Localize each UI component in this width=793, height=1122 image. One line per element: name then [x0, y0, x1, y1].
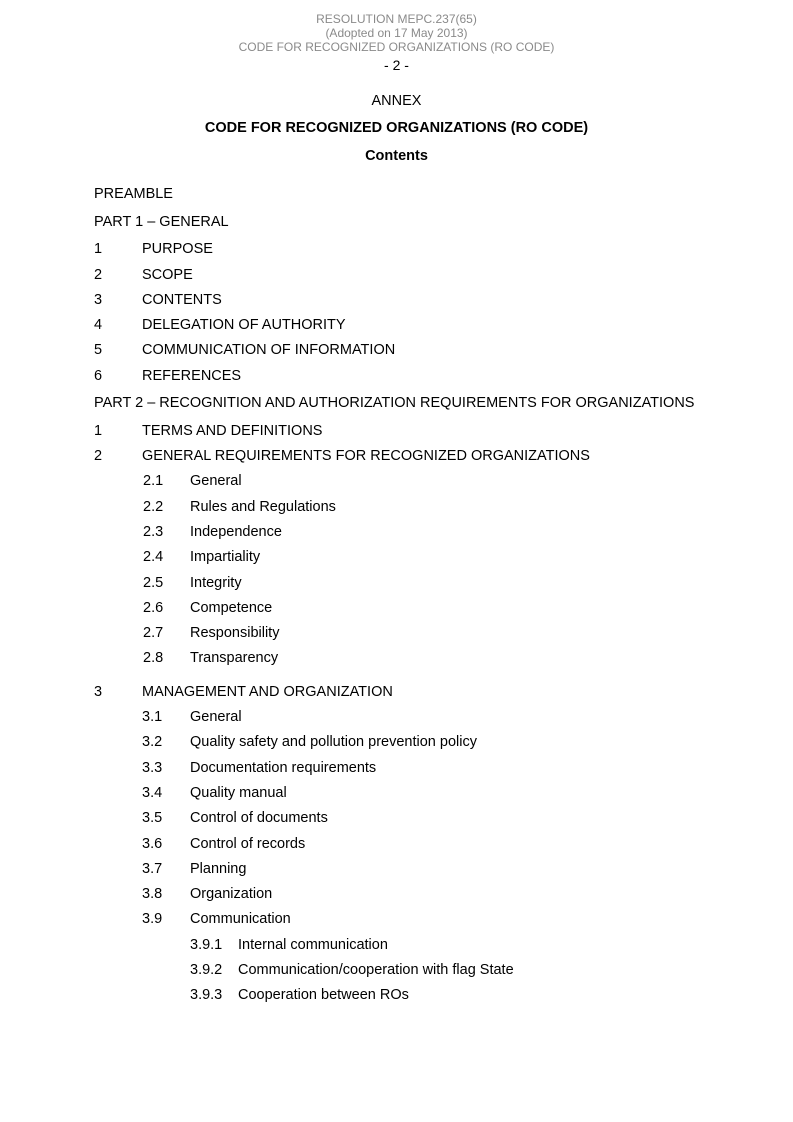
toc-subentry-label: General	[190, 473, 242, 489]
toc-subentry-number: 3.1	[142, 709, 163, 725]
toc-subsubentry-label: Internal communication	[238, 937, 388, 953]
toc-entry-label: TERMS AND DEFINITIONS	[142, 423, 323, 439]
toc-entry-number: 1	[94, 423, 103, 439]
toc-entry-number: 4	[94, 317, 103, 333]
toc-entry-number: 2	[94, 448, 103, 464]
code-header: CODE FOR RECOGNIZED ORGANIZATIONS (RO CODE)	[238, 40, 555, 54]
preamble-entry: PREAMBLE	[94, 186, 173, 202]
toc-subentry-number: 3.6	[142, 836, 163, 852]
toc-subentry-number: 3.4	[142, 785, 163, 801]
toc-subentry-number: 2.6	[143, 600, 164, 616]
toc-subentry-label: Integrity	[190, 575, 242, 591]
toc-entry-number: 1	[94, 241, 103, 257]
adoption-date: (Adopted on 17 May 2013)	[325, 26, 468, 40]
toc-entry-label: MANAGEMENT AND ORGANIZATION	[142, 684, 393, 700]
toc-subentry-label: Impartiality	[190, 549, 261, 565]
part1-title: PART 1 – GENERAL	[94, 214, 229, 230]
toc-subentry-label: Planning	[190, 861, 247, 877]
toc-entry-label: PURPOSE	[142, 241, 213, 257]
toc-entry-number: 3	[94, 292, 103, 308]
toc-subentry-label: Quality safety and pollution prevention policy	[190, 734, 477, 750]
resolution-header: RESOLUTION MEPC.237(65)	[316, 12, 477, 26]
toc-subentry-number: 3.7	[142, 861, 163, 877]
toc-subentry-label: Control of documents	[190, 810, 328, 826]
toc-entry-number: 6	[94, 368, 103, 384]
toc-subentry-number: 3.3	[142, 760, 163, 776]
toc-entry-label: SCOPE	[142, 267, 193, 283]
toc-subsubentry-label: Cooperation between ROs	[238, 987, 409, 1003]
toc-entry-label: COMMUNICATION OF INFORMATION	[142, 342, 396, 358]
toc-subentry-label: Documentation requirements	[190, 760, 377, 776]
toc-subentry-number: 2.5	[143, 575, 164, 591]
toc-entry-number: 3	[94, 684, 103, 700]
toc-entry-label: DELEGATION OF AUTHORITY	[142, 317, 346, 333]
page-number: - 2 -	[384, 57, 409, 73]
part2-title: PART 2 – RECOGNITION AND AUTHORIZATION REQUIREMENTS FOR ORGANIZATIONS	[94, 395, 695, 411]
toc-subentry-number: 2.3	[143, 524, 164, 540]
toc-subsubentry-label: Communication/cooperation with flag State	[238, 962, 514, 978]
toc-subentry-label: Rules and Regulations	[190, 499, 336, 515]
toc-entry-label: CONTENTS	[142, 292, 222, 308]
toc-entry-label: REFERENCES	[142, 368, 242, 384]
toc-subentry-number: 3.8	[142, 886, 163, 902]
toc-entry-number: 2	[94, 267, 103, 283]
toc-subentry-label: Competence	[190, 600, 273, 616]
toc-subentry-number: 2.8	[143, 650, 164, 666]
toc-subentry-number: 2.7	[143, 625, 164, 641]
toc-subsubentry-number: 3.9.1	[190, 937, 223, 953]
toc-subentry-label: Independence	[190, 524, 282, 540]
toc-subentry-number: 3.5	[142, 810, 163, 826]
toc-subsubentry-number: 3.9.3	[190, 987, 223, 1003]
toc-subentry-number: 3.9	[142, 911, 163, 927]
annex-heading: ANNEX	[371, 93, 422, 109]
toc-subentry-label: Control of records	[190, 836, 306, 852]
toc-subentry-number: 2.4	[143, 549, 164, 565]
toc-subentry-number: 3.2	[142, 734, 163, 750]
contents-heading: Contents	[365, 148, 428, 164]
toc-subsubentry-number: 3.9.2	[190, 962, 223, 978]
toc-subentry-number: 2.2	[143, 499, 164, 515]
toc-entry-label: GENERAL REQUIREMENTS FOR RECOGNIZED ORGANIZATIONS	[142, 448, 590, 464]
toc-subentry-label: Communication	[190, 911, 291, 927]
toc-subentry-number: 2.1	[143, 473, 164, 489]
toc-subentry-label: General	[190, 709, 242, 725]
toc-subentry-label: Organization	[190, 886, 273, 902]
document-title: CODE FOR RECOGNIZED ORGANIZATIONS (RO CODE)	[204, 120, 589, 136]
toc-entry-number: 5	[94, 342, 103, 358]
toc-subentry-label: Responsibility	[190, 625, 280, 641]
toc-subentry-label: Transparency	[190, 650, 279, 666]
toc-subentry-label: Quality manual	[190, 785, 287, 801]
